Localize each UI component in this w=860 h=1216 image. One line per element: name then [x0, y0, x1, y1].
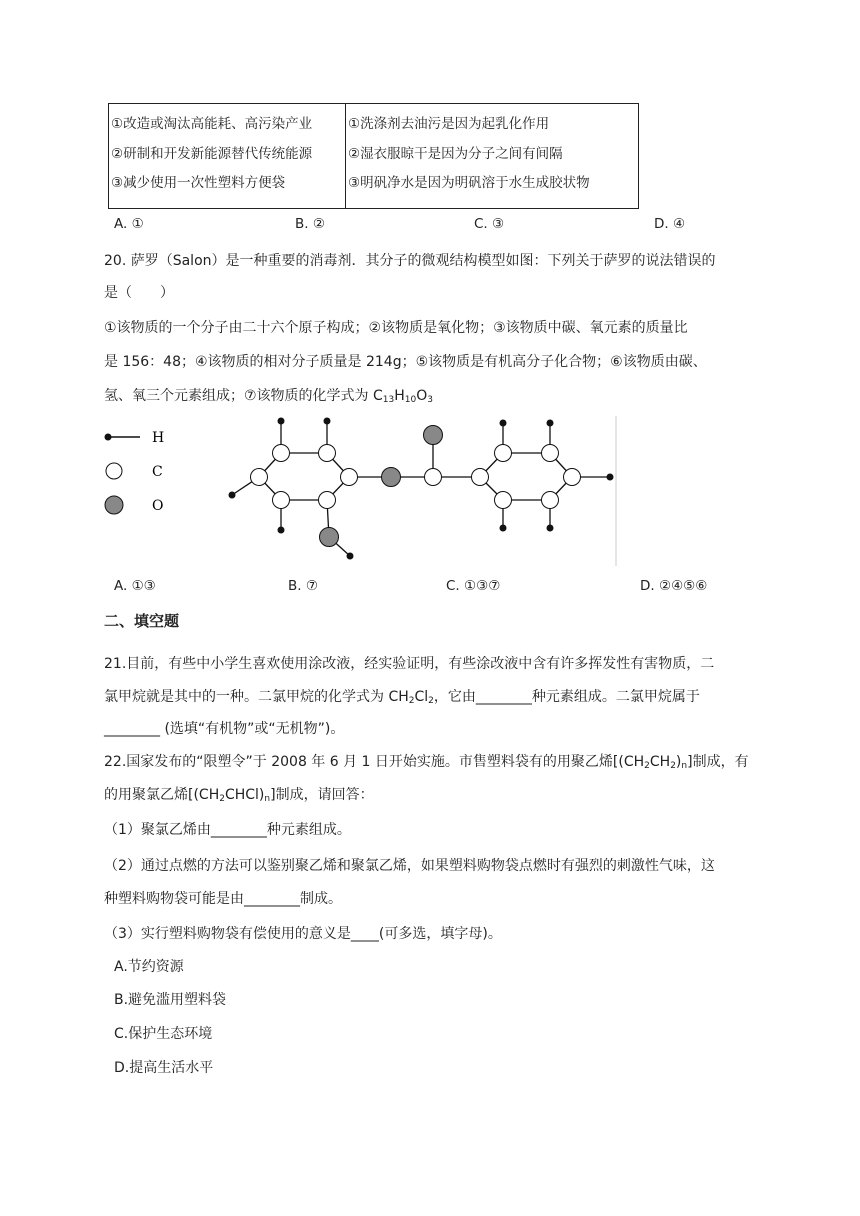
- q20-statements-line1: ①该物质的一个分子由二十六个原子构成；②该物质是氧化物；③该物质中碳、氧元素的质量比: [104, 320, 688, 336]
- q20-statements-line2: 是 156：48；④该物质的相对分子质量是 214g；⑤该物质是有机高分子化合物；⑥该物质由碳、: [104, 354, 707, 370]
- q22-sub1: （1）聚氯乙烯由________种元素组成。: [104, 822, 351, 838]
- q22-line2: 的用聚氯乙烯$[(CH_2CHCl)_n]$制成，请回答：: [104, 787, 374, 804]
- legend-hydrogen: [105, 430, 165, 446]
- q22-choice-a[interactable]: A.节约资源: [114, 959, 184, 975]
- svg-text:C: C: [152, 464, 163, 480]
- q19-table-left-cell: [109, 104, 346, 209]
- q22-line1: 22.国家发布的“限塑令”于 2008 年 6 月 1 日开始实施。市售塑料袋有的用聚乙烯$[(CH_2CH_2)_n]$制成，有: [104, 754, 749, 771]
- q19-table-right-cell: [346, 104, 639, 209]
- q19-right-item: ③明矾净水是因为明矾溶于水生成胶状物: [348, 175, 590, 191]
- q19-option-d[interactable]: D. ④: [654, 216, 686, 232]
- q22-choice-d[interactable]: D.提高生活水平: [114, 1060, 214, 1076]
- q19-left-item: ②研制和开发新能源替代传统能源: [111, 145, 313, 162]
- q20-option-a[interactable]: A. ①③: [114, 578, 156, 594]
- q22-sub2-line1: （2）通过点燃的方法可以鉴别聚乙烯和聚氯乙烯，如果塑料购物袋点燃时有强烈的刺激性气味，这: [104, 858, 715, 874]
- hydrogen-atoms: [229, 418, 614, 560]
- q22-choice-c[interactable]: C.保护生态环境: [114, 1026, 213, 1042]
- q19-table: [108, 103, 639, 209]
- q19-option-c[interactable]: C. ③: [474, 216, 505, 232]
- q19-left-item: ①改造或淘汰高能耗、高污染产业: [111, 116, 313, 132]
- q21-line3: ________ (选填“有机物”或“无机物”)。: [104, 721, 345, 737]
- q22-sub2-line2: 种塑料购物袋可能是由________制成。: [104, 891, 342, 907]
- oxygen-atoms: [320, 426, 443, 547]
- q20-option-c[interactable]: C. ①③⑦: [446, 578, 501, 594]
- q19-option-a[interactable]: A. ①: [114, 216, 144, 232]
- q21-line2: 氯甲烷就是其中的一种。二氯甲烷的化学式为 $CH_2Cl_2$，它由________种元素组成。二氯甲烷属于: [104, 689, 700, 706]
- q20-statements-line3: 氢、氧三个元素组成；⑦该物质的化学式为 $C_{13}H_{10}O_3$: [104, 388, 433, 405]
- section-heading: 二、填空题: [104, 612, 180, 630]
- q20-option-d[interactable]: D. ②④⑤⑥: [640, 578, 708, 594]
- legend-oxygen: [105, 496, 163, 514]
- legend-carbon: [106, 463, 163, 480]
- q20-stem-line2: 是（ ）: [104, 285, 174, 301]
- salol-molecule-diagram: [100, 416, 620, 566]
- q19-right-item: ①洗涤剂去油污是因为起乳化作用: [348, 116, 550, 132]
- q19-right-item: ②湿衣服晾干是因为分子之间有间隔: [348, 145, 563, 162]
- q22-sub3: （3）实行塑料购物袋有偿使用的意义是____(可多选，填字母)。: [104, 926, 502, 942]
- q19-left-item: ③减少使用一次性塑料方便袋: [111, 175, 286, 191]
- molecule-bonds: [232, 421, 610, 556]
- q21-line1: 21.目前，有些中小学生喜欢使用涂改液，经实验证明，有些涂改液中含有许多挥发性有害物质，二: [104, 656, 715, 672]
- q20-option-b[interactable]: B. ⑦: [288, 578, 318, 594]
- q19-option-b[interactable]: B. ②: [295, 216, 325, 232]
- svg-text:H: H: [152, 430, 165, 446]
- q20-stem-line1: 20. 萨罗（Salon）是一种重要的消毒剂．其分子的微观结构模型如图：下列关于萨罗的说法错误的: [104, 253, 716, 269]
- svg-text:O: O: [152, 498, 164, 514]
- q22-choice-b[interactable]: B.避免滥用塑料袋: [114, 992, 227, 1008]
